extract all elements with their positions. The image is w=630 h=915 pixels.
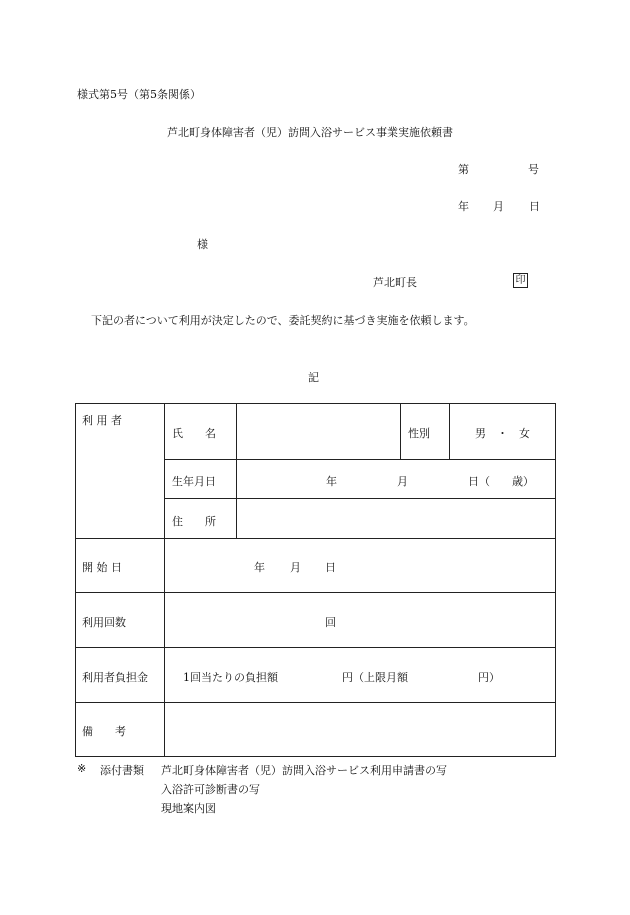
birth-day-age: 日（ 歳） [468,475,534,488]
form-number: 様式第5号（第5条関係） [77,88,201,101]
start-day: 日 [325,561,336,574]
name-label: 氏 名 [172,427,216,440]
body-text: 下記の者について利用が決定したので、委託契約に基づき実施を依頼します。 [91,314,475,327]
burden-label: 利用者負担金 [82,671,148,684]
attachment-item: 芦北町身体障害者（児）訪問入浴サービス利用申請書の写 [161,764,447,777]
usage-count-label: 利用回数 [82,616,126,629]
ki-marker: 記 [308,371,319,384]
burden-per-use: 1回当たりの負担額 [183,671,278,684]
date-month: 月 [493,200,504,213]
number-suffix: 号 [528,163,539,176]
address-label: 住 所 [172,515,216,528]
addressee-suffix: 様 [197,238,208,251]
user-label: 利 用 者 [82,414,122,427]
usage-count-unit: 回 [325,616,336,629]
birth-month: 月 [397,475,408,488]
issuer: 芦北町長 [373,276,417,289]
seal-mark: 印 [513,273,528,288]
remarks-label: 備 考 [82,725,126,738]
sex-value: 男 ・ 女 [475,427,530,440]
burden-yen-end: 円） [478,671,500,684]
start-month: 月 [290,561,301,574]
sex-label: 性別 [408,427,430,440]
document-title: 芦北町身体障害者（児）訪問入浴サービス事業実施依頼書 [167,126,453,139]
attachment-mark: ※ [77,762,87,775]
number-prefix: 第 [458,163,469,176]
date-day: 日 [529,200,540,213]
start-date-label: 開 始 日 [82,561,122,574]
birth-year: 年 [326,475,337,488]
attachment-item: 入浴許可診断書の写 [161,783,260,796]
attachment-item: 現地案内図 [161,802,216,815]
burden-monthly-cap: 円（上限月額 [342,671,408,684]
start-year: 年 [254,561,265,574]
attachment-label: 添付書類 [100,764,144,777]
date-year: 年 [458,200,469,213]
birth-label: 生年月日 [172,475,216,488]
